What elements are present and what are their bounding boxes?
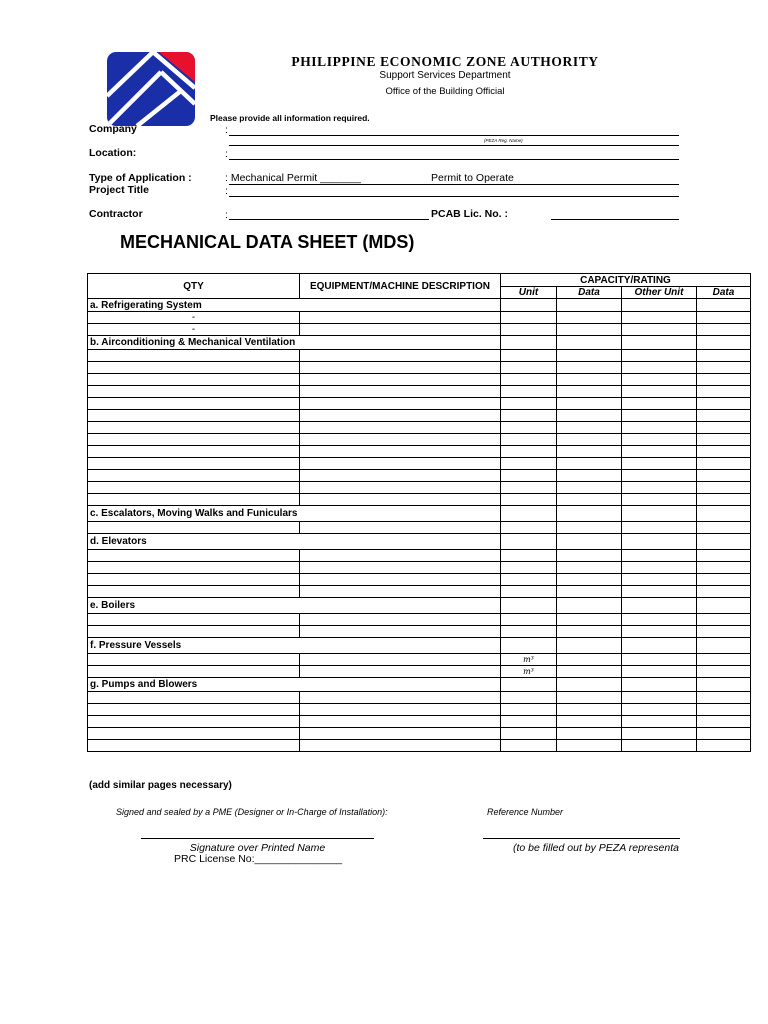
table-cell[interactable] (500, 586, 556, 598)
section-row (88, 678, 751, 692)
table-cell[interactable] (696, 446, 750, 458)
table-cell[interactable] (299, 312, 500, 324)
table-cell (500, 638, 556, 654)
table-cell[interactable] (500, 362, 556, 374)
reference-note: (to be filled out by PEZA representa (513, 842, 679, 854)
table-row (88, 574, 751, 586)
table-cell (621, 336, 696, 350)
contractor-label: Contractor (89, 208, 143, 220)
table-cell[interactable] (621, 550, 696, 562)
table-cell[interactable] (621, 482, 696, 494)
table-row (88, 422, 751, 434)
section-label: c. Escalators, Moving Walks and Funiculars (88, 506, 300, 522)
table-cell[interactable] (621, 374, 696, 386)
company-field[interactable] (229, 135, 679, 136)
table-cell[interactable] (88, 458, 300, 470)
table-cell[interactable] (88, 494, 300, 506)
location-field[interactable] (229, 159, 679, 160)
table-cell[interactable] (696, 398, 750, 410)
table-row (88, 312, 751, 324)
table-cell[interactable] (556, 410, 621, 422)
table-cell[interactable] (621, 410, 696, 422)
table-cell (621, 678, 696, 692)
table-row (88, 716, 751, 728)
table-cell[interactable] (500, 324, 556, 336)
table-cell (556, 534, 621, 550)
table-cell[interactable] (500, 374, 556, 386)
table-cell[interactable] (299, 350, 500, 362)
table-row (88, 350, 751, 362)
table-cell[interactable] (556, 374, 621, 386)
company-note: (PEZA Reg. Name) (484, 138, 523, 143)
section-label: a. Refrigerating System (88, 299, 300, 312)
table-cell[interactable] (299, 446, 500, 458)
section-label: f. Pressure Vessels (88, 638, 300, 654)
signature-caption: Signature over Printed Name (189, 842, 326, 854)
table-cell[interactable] (299, 740, 500, 752)
table-cell[interactable] (696, 692, 750, 704)
table-cell[interactable] (88, 728, 300, 740)
company-field-line2[interactable] (229, 145, 679, 146)
table-row (88, 398, 751, 410)
table-cell[interactable] (500, 386, 556, 398)
table-row (88, 626, 751, 638)
table-row (88, 362, 751, 374)
table-cell[interactable] (88, 386, 300, 398)
table-cell[interactable] (621, 434, 696, 446)
table-cell[interactable] (621, 398, 696, 410)
table-cell (500, 336, 556, 350)
table-cell[interactable] (299, 522, 500, 534)
location-label: Location: (89, 147, 137, 159)
pcab-field[interactable] (551, 219, 679, 220)
table-row (88, 458, 751, 470)
table-cell (621, 299, 696, 312)
table-row (88, 482, 751, 494)
type-permit-to-operate[interactable]: Permit to Operate (431, 172, 514, 184)
table-cell (500, 534, 556, 550)
location-colon: : (225, 148, 228, 160)
table-cell[interactable] (621, 470, 696, 482)
table-cell[interactable] (88, 350, 300, 362)
table-cell[interactable] (556, 692, 621, 704)
peza-logo (107, 52, 195, 126)
table-cell[interactable] (621, 562, 696, 574)
table-cell[interactable] (299, 562, 500, 574)
table-cell[interactable] (556, 470, 621, 482)
table-cell (696, 678, 750, 692)
table-cell[interactable] (621, 422, 696, 434)
table-cell[interactable] (88, 574, 300, 586)
table-row (88, 704, 751, 716)
table-cell (500, 506, 556, 522)
table-cell[interactable] (556, 458, 621, 470)
table-cell[interactable] (556, 666, 621, 678)
table-cell[interactable] (556, 494, 621, 506)
table-cell[interactable] (556, 522, 621, 534)
table-row (88, 654, 751, 666)
col-capacity-header: CAPACITY/RATING (500, 274, 750, 287)
table-cell (556, 506, 621, 522)
table-row (88, 386, 751, 398)
table-cell (299, 506, 500, 522)
reference-number-line[interactable] (483, 838, 680, 839)
table-row (88, 586, 751, 598)
table-cell[interactable] (500, 704, 556, 716)
table-cell[interactable] (88, 422, 300, 434)
table-cell[interactable] (500, 482, 556, 494)
table-cell (696, 506, 750, 522)
table-cell[interactable] (299, 410, 500, 422)
table-row (88, 470, 751, 482)
table-cell (621, 598, 696, 614)
section-row (88, 506, 751, 522)
table-cell (556, 299, 621, 312)
table-cell[interactable] (299, 550, 500, 562)
contractor-colon: : (225, 209, 228, 221)
table-cell[interactable] (500, 728, 556, 740)
table-cell[interactable] (88, 586, 300, 598)
table-cell[interactable] (88, 522, 300, 534)
section-row (88, 299, 751, 312)
table-cell[interactable] (696, 654, 750, 666)
table-cell[interactable] (556, 324, 621, 336)
table-cell[interactable] (299, 324, 500, 336)
table-cell[interactable] (621, 446, 696, 458)
section-label: b. Airconditioning & Mechanical Ventilation (88, 336, 300, 350)
table-cell[interactable] (696, 614, 750, 626)
type-mechanical-permit[interactable]: : Mechanical Permit _______ (225, 172, 361, 184)
table-row (88, 550, 751, 562)
unit-m3[interactable]: m³ (500, 666, 556, 678)
table-cell[interactable] (621, 386, 696, 398)
table-cell[interactable] (500, 410, 556, 422)
table-cell[interactable] (299, 574, 500, 586)
table-cell[interactable] (500, 716, 556, 728)
table-cell[interactable] (556, 562, 621, 574)
table-cell (696, 299, 750, 312)
mds-table (87, 273, 751, 752)
table-cell[interactable] (299, 654, 500, 666)
table-cell[interactable] (500, 398, 556, 410)
table-cell[interactable] (621, 614, 696, 626)
table-cell[interactable] (621, 574, 696, 586)
table-cell[interactable] (621, 728, 696, 740)
table-row (88, 494, 751, 506)
form-title: MECHANICAL DATA SHEET (MDS) (120, 232, 415, 252)
table-cell (696, 336, 750, 350)
company-label: Company (89, 123, 137, 135)
section-label: e. Boilers (88, 598, 300, 614)
table-cell[interactable] (500, 422, 556, 434)
table-cell[interactable] (299, 692, 500, 704)
table-cell (299, 299, 500, 312)
qty-dash[interactable]: - (88, 324, 300, 336)
table-row (88, 446, 751, 458)
table-row (88, 324, 751, 336)
table-cell (299, 638, 500, 654)
table-cell[interactable] (299, 374, 500, 386)
table-cell[interactable] (88, 654, 300, 666)
table-cell[interactable] (88, 716, 300, 728)
section-label: g. Pumps and Blowers (88, 678, 300, 692)
table-cell[interactable] (696, 728, 750, 740)
table-cell[interactable] (556, 704, 621, 716)
table-cell[interactable] (556, 586, 621, 598)
section-row (88, 638, 751, 654)
table-cell[interactable] (500, 626, 556, 638)
table-cell[interactable] (500, 574, 556, 586)
table-cell[interactable] (88, 362, 300, 374)
table-cell[interactable] (696, 626, 750, 638)
table-cell[interactable] (556, 654, 621, 666)
table-row (88, 434, 751, 446)
table-cell[interactable] (696, 550, 750, 562)
table-cell[interactable] (500, 562, 556, 574)
table-row (88, 614, 751, 626)
table-cell[interactable] (88, 374, 300, 386)
table-cell[interactable] (500, 350, 556, 362)
table-cell[interactable] (500, 312, 556, 324)
table-cell[interactable] (299, 434, 500, 446)
table-cell[interactable] (500, 470, 556, 482)
qty-dash[interactable]: - (88, 312, 300, 324)
table-cell[interactable] (299, 458, 500, 470)
table-cell[interactable] (88, 446, 300, 458)
col-other-unit-header: Other Unit (621, 287, 696, 299)
unit-m3[interactable]: m³ (500, 654, 556, 666)
table-cell[interactable] (696, 312, 750, 324)
signature-line[interactable] (141, 838, 374, 839)
department-name: Support Services Department (379, 70, 511, 81)
table-cell[interactable] (556, 422, 621, 434)
table-cell[interactable] (556, 728, 621, 740)
table-cell (299, 678, 500, 692)
type-label: Type of Application : (89, 172, 192, 184)
table-cell[interactable] (500, 434, 556, 446)
table-row (88, 740, 751, 752)
table-cell[interactable] (299, 494, 500, 506)
table-cell[interactable] (556, 446, 621, 458)
table-cell[interactable] (621, 654, 696, 666)
table-cell[interactable] (696, 562, 750, 574)
table-row (88, 728, 751, 740)
table-cell (621, 506, 696, 522)
table-cell[interactable] (88, 614, 300, 626)
table-cell[interactable] (556, 716, 621, 728)
table-cell[interactable] (88, 740, 300, 752)
table-cell[interactable] (500, 522, 556, 534)
table-cell[interactable] (621, 522, 696, 534)
table-cell[interactable] (621, 740, 696, 752)
table-cell[interactable] (299, 614, 500, 626)
table-cell[interactable] (621, 586, 696, 598)
table-cell[interactable] (88, 626, 300, 638)
table-cell[interactable] (88, 562, 300, 574)
table-cell[interactable] (500, 550, 556, 562)
table-cell[interactable] (696, 716, 750, 728)
table-cell (299, 336, 500, 350)
table-cell[interactable] (299, 362, 500, 374)
table-cell[interactable] (88, 482, 300, 494)
table-cell[interactable] (299, 586, 500, 598)
col-unit-header: Unit (500, 287, 556, 299)
table-cell (696, 598, 750, 614)
col-desc-header: EQUIPMENT/MACHINE DESCRIPTION (299, 274, 500, 299)
table-cell[interactable] (696, 522, 750, 534)
table-cell[interactable] (88, 550, 300, 562)
table-cell[interactable] (696, 324, 750, 336)
table-cell[interactable] (88, 470, 300, 482)
add-pages-note: (add similar pages necessary) (89, 780, 232, 791)
table-cell[interactable] (299, 728, 500, 740)
section-row (88, 336, 751, 350)
pcab-label: PCAB Lic. No. : (431, 208, 509, 220)
project-field[interactable] (229, 196, 679, 197)
table-cell[interactable] (621, 458, 696, 470)
table-cell[interactable] (621, 350, 696, 362)
table-cell[interactable] (696, 704, 750, 716)
table-cell[interactable] (299, 666, 500, 678)
table-cell[interactable] (556, 434, 621, 446)
table-cell[interactable] (299, 482, 500, 494)
office-name: Office of the Building Official (385, 86, 505, 97)
table-cell[interactable] (696, 458, 750, 470)
table-cell (621, 534, 696, 550)
org-name: PHILIPPINE ECONOMIC ZONE AUTHORITY (291, 54, 599, 69)
table-cell[interactable] (500, 446, 556, 458)
table-cell[interactable] (299, 704, 500, 716)
table-cell[interactable] (696, 386, 750, 398)
table-cell[interactable] (500, 494, 556, 506)
section-label: d. Elevators (88, 534, 300, 550)
table-cell[interactable] (696, 574, 750, 586)
type-line (229, 184, 679, 185)
table-cell (299, 534, 500, 550)
table-cell[interactable] (88, 410, 300, 422)
company-colon: : (225, 124, 228, 136)
table-cell[interactable] (621, 626, 696, 638)
prc-license-field[interactable]: PRC License No:_______________ (174, 853, 343, 865)
table-cell[interactable] (500, 692, 556, 704)
table-row (88, 374, 751, 386)
signed-by-label: Signed and sealed by a PME (Designer or In-Charge of Installation): (116, 807, 388, 817)
table-cell[interactable] (88, 692, 300, 704)
table-cell[interactable] (696, 410, 750, 422)
table-cell[interactable] (299, 422, 500, 434)
table-cell[interactable] (556, 740, 621, 752)
table-cell (500, 678, 556, 692)
table-cell[interactable] (556, 362, 621, 374)
table-row (88, 692, 751, 704)
table-cell[interactable] (696, 434, 750, 446)
table-cell[interactable] (696, 422, 750, 434)
table-cell (696, 638, 750, 654)
table-cell (556, 598, 621, 614)
table-cell[interactable] (556, 398, 621, 410)
project-colon: : (225, 185, 228, 197)
table-row (88, 562, 751, 574)
table-row (88, 666, 751, 678)
table-cell[interactable] (500, 614, 556, 626)
project-label: Project Title (89, 184, 149, 196)
table-cell[interactable] (696, 470, 750, 482)
table-cell (500, 598, 556, 614)
table-cell[interactable] (299, 470, 500, 482)
table-cell[interactable] (621, 324, 696, 336)
table-cell[interactable] (88, 704, 300, 716)
contractor-field[interactable] (229, 219, 429, 220)
table-cell[interactable] (500, 740, 556, 752)
table-cell[interactable] (299, 386, 500, 398)
table-cell[interactable] (88, 398, 300, 410)
table-cell (556, 678, 621, 692)
table-cell[interactable] (621, 312, 696, 324)
table-cell[interactable] (621, 716, 696, 728)
table-cell[interactable] (556, 386, 621, 398)
table-cell[interactable] (556, 482, 621, 494)
table-cell[interactable] (696, 374, 750, 386)
col-data2-header: Data (696, 287, 750, 299)
section-row (88, 598, 751, 614)
table-cell[interactable] (696, 740, 750, 752)
table-cell[interactable] (556, 614, 621, 626)
table-cell (299, 598, 500, 614)
table-cell (500, 299, 556, 312)
table-cell[interactable] (696, 494, 750, 506)
table-cell[interactable] (556, 312, 621, 324)
table-cell[interactable] (621, 692, 696, 704)
table-cell[interactable] (500, 458, 556, 470)
table-cell[interactable] (621, 494, 696, 506)
table-row (88, 410, 751, 422)
section-row (88, 534, 751, 550)
table-cell[interactable] (621, 666, 696, 678)
table-cell (621, 638, 696, 654)
table-cell (556, 336, 621, 350)
table-cell[interactable] (696, 586, 750, 598)
table-cell[interactable] (299, 716, 500, 728)
table-cell[interactable] (696, 482, 750, 494)
table-cell (696, 534, 750, 550)
table-cell[interactable] (556, 350, 621, 362)
col-qty-header: QTY (88, 274, 300, 299)
reference-number-label: Reference Number (487, 807, 564, 817)
table-cell (556, 638, 621, 654)
table-cell[interactable] (556, 550, 621, 562)
table-cell[interactable] (556, 626, 621, 638)
table-cell[interactable] (621, 704, 696, 716)
table-cell[interactable] (621, 362, 696, 374)
table-cell[interactable] (299, 626, 500, 638)
table-cell[interactable] (88, 434, 300, 446)
table-cell[interactable] (556, 574, 621, 586)
instruction-text: Please provide all information required. (210, 113, 370, 123)
col-data-header: Data (556, 287, 621, 299)
table-cell[interactable] (696, 350, 750, 362)
table-cell[interactable] (696, 666, 750, 678)
table-cell[interactable] (696, 362, 750, 374)
table-row (88, 522, 751, 534)
table-cell[interactable] (299, 398, 500, 410)
table-cell[interactable] (88, 666, 300, 678)
